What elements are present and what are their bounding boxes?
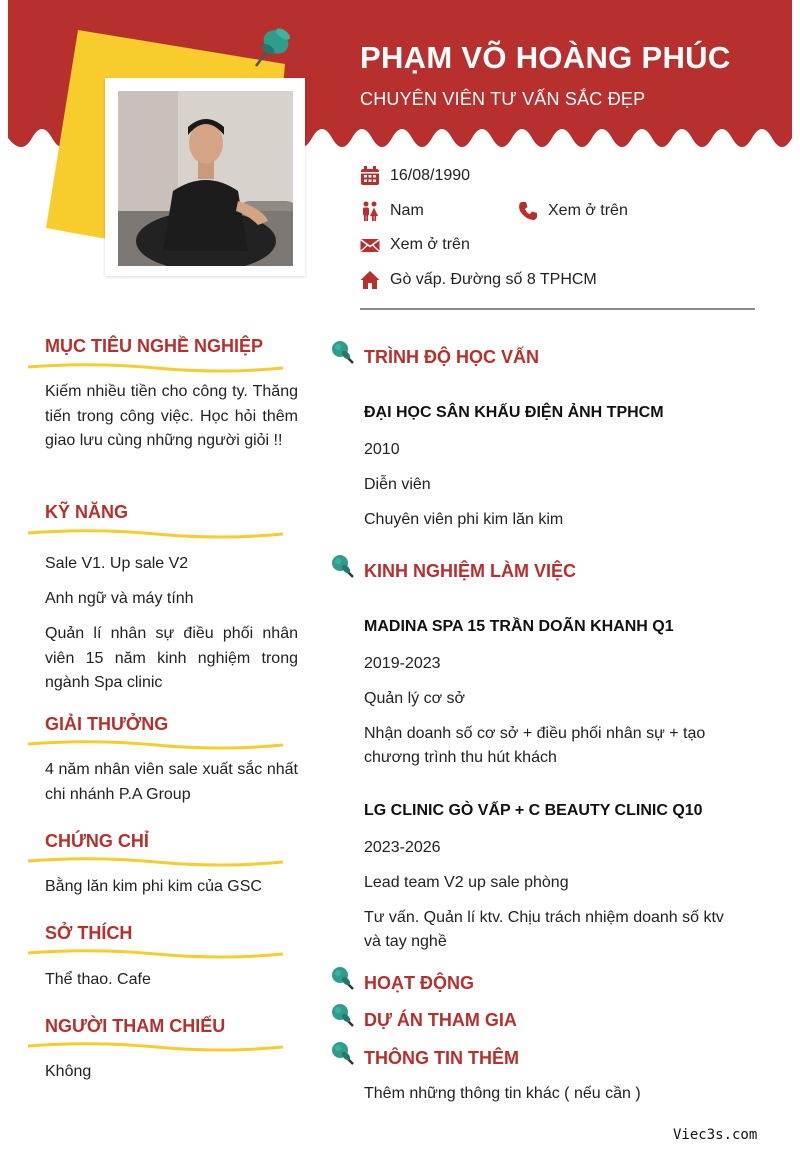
home-icon — [360, 270, 380, 290]
section-title-additional: THÔNG TIN THÊM — [364, 1048, 519, 1068]
education-note: Chuyên viên phi kim lăn kim — [364, 511, 564, 528]
yellow-wave-divider — [28, 856, 283, 868]
references-text: Không — [45, 1063, 92, 1080]
skill-item: Sale V1. Up sale V2 — [45, 555, 189, 572]
section-title-skills: KỸ NĂNG — [45, 502, 129, 522]
yellow-wave-divider — [28, 362, 283, 374]
objective-text: Kiếm nhiều tiền cho công ty. Thăng tiến trong công việc. Học hỏi thêm giao lưu cùng những người giỏi !! — [45, 383, 298, 449]
gender-icon — [360, 201, 380, 221]
avatar — [118, 91, 293, 266]
job-company: MADINA SPA 15 TRẦN DOÃN KHANH Q1 — [364, 618, 674, 635]
job-description: Tư vấn. Quản lí ktv. Chịu trách nhiệm doanh số ktv và tay nghề — [364, 909, 724, 950]
address-value: Gò vấp. Đường số 8 TPHCM — [390, 271, 597, 288]
job-period: 2019-2023 — [364, 655, 441, 672]
awards-text: 4 năm nhân viên sale xuất sắc nhất chi nhánh P.A Group — [45, 761, 298, 803]
yellow-wave-divider — [28, 948, 283, 960]
section-title-objective: MỤC TIÊU NGHỀ NGHIỆP — [45, 336, 264, 356]
section-title-certificates: CHỨNG CHỈ — [45, 831, 149, 851]
watermark: Viec3s.com — [673, 1127, 758, 1143]
section-title-references: NGƯỜI THAM CHIẾU — [45, 1016, 226, 1036]
skill-item: Anh ngữ và máy tính — [45, 590, 194, 607]
job-description: Nhận doanh số cơ sở + điều phối nhân sự + tạo chương trình thu hút khách — [364, 725, 706, 766]
yellow-wave-divider — [28, 1041, 283, 1053]
education-year: 2010 — [364, 441, 400, 458]
section-title-education: TRÌNH ĐỘ HỌC VẤN — [364, 347, 539, 367]
job-role: Lead team V2 up sale phòng — [364, 874, 569, 891]
certificates-text: Bằng lăn kim phi kim của GSC — [45, 878, 262, 895]
section-title-experience: KINH NGHIỆM LÀM VIỆC — [364, 561, 577, 581]
gender-value: Nam — [390, 202, 424, 219]
skill-item: Quản lí nhân sự điều phối nhân viên 15 năm kinh nghiệm trong ngành Spa clinic — [45, 625, 298, 691]
pushpin-icon — [328, 1039, 356, 1067]
job-role: Quản lý cơ sở — [364, 690, 466, 707]
additional-text: Thêm những thông tin khác ( nếu cần ) — [364, 1085, 641, 1102]
phone-icon — [518, 201, 538, 221]
photo-area — [40, 28, 300, 273]
candidate-name: PHẠM VÕ HOÀNG PHÚC — [360, 40, 731, 75]
dob-value: 16/08/1990 — [390, 167, 471, 184]
pushpin-icon — [248, 24, 294, 72]
section-title-projects: DỰ ÁN THAM GIA — [364, 1010, 517, 1030]
photo-frame — [105, 78, 305, 276]
education-school: ĐẠI HỌC SÂN KHẤU ĐIỆN ẢNH TPHCM — [364, 404, 664, 421]
header-divider — [360, 308, 755, 310]
pushpin-icon — [328, 552, 356, 580]
yellow-wave-divider — [28, 739, 283, 751]
section-title-activities: HOẠT ĐỘNG — [364, 973, 474, 993]
section-title-awards: GIẢI THƯỞNG — [45, 714, 169, 734]
hobbies-text: Thể thao. Cafe — [45, 971, 151, 988]
job-company: LG CLINIC GÒ VẤP + C BEAUTY CLINIC Q10 — [364, 802, 703, 819]
job-period: 2023-2026 — [364, 839, 441, 856]
email-icon — [360, 235, 380, 255]
education-major: Diễn viên — [364, 476, 431, 493]
pushpin-icon — [328, 1001, 356, 1029]
yellow-wave-divider — [28, 528, 283, 540]
candidate-job-title: CHUYÊN VIÊN TƯ VẤN SẮC ĐẸP — [360, 89, 646, 109]
phone-value: Xem ở trên — [548, 202, 628, 219]
email-value: Xem ở trên — [390, 236, 470, 253]
pushpin-icon — [328, 338, 356, 366]
pushpin-icon — [328, 964, 356, 992]
section-title-hobbies: SỞ THÍCH — [45, 923, 133, 943]
calendar-icon — [360, 166, 380, 186]
